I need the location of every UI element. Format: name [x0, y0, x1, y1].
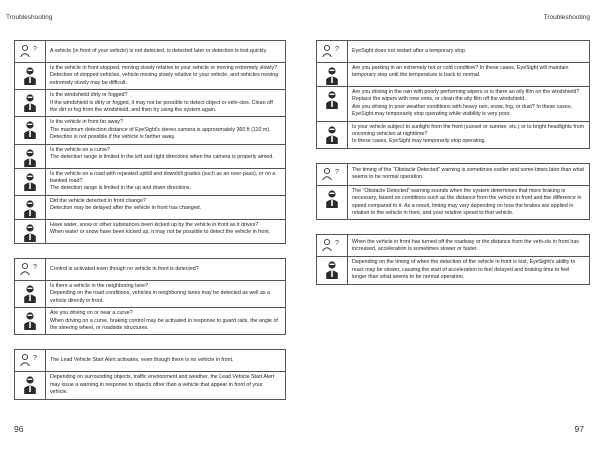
- answer-row: [317, 62, 589, 86]
- right-page-header: Troubleshooting: [543, 14, 590, 21]
- svg-text:?: ?: [33, 355, 37, 363]
- answer-question: Is the vehicle in front far away?: [50, 119, 124, 126]
- answer-text: The detection range is limited in the left and right directions when the camera is properly aimed.: [50, 154, 274, 161]
- answer-question: Is the vehicle on a curve?: [50, 146, 111, 153]
- answer-row: [15, 62, 285, 89]
- answer-question: Did the vehicle detected in front change?: [50, 197, 146, 204]
- answer-icon: [325, 90, 339, 110]
- answer-text: If the windshield is dirty or fogged, it may not be possible to detect object or vehi-cles. Clean off the dirt or fog from the windshield, and then try using the system again.: [50, 99, 273, 114]
- right-page-number: 97: [574, 424, 584, 434]
- answer-question: Have water, snow or other substances been kicked up by the vehicle in front as it drives?: [50, 221, 259, 228]
- answer-text: When water or snow have been kicked up, it may not be possible to detect the vehicle in front.: [50, 229, 271, 236]
- answer-icon: [23, 120, 37, 140]
- svg-text:?: ?: [335, 240, 339, 248]
- answer-row: [15, 168, 285, 195]
- svg-text:?: ?: [335, 168, 339, 176]
- answer-text: Depending on the road conditions, vehicles in neighboring lanes may be detected as well as a vehicle directly in front.: [50, 290, 270, 304]
- answer-icon: [23, 148, 37, 168]
- answer-icon: [325, 189, 339, 209]
- question-row: [317, 41, 589, 62]
- answer-row: [317, 256, 589, 283]
- answer-text: The detection range is limited in the up and down directions.: [50, 185, 192, 192]
- answer-question: Is your vehicle subject to sunlight from the front (sunset or sunrise, etc.) or to bright headlights from oncoming vehicles at nighttime?: [352, 123, 584, 138]
- troubleshooting-block: [316, 40, 590, 149]
- troubleshooting-block: [316, 163, 590, 221]
- answer-row: [15, 219, 285, 243]
- answer-text: Depending on surrounding objects, traffic environment and weather, the Lead Vehicle Start Alert may issue a warning in response to objects other than a vehicle that appear in front of your vehicle.: [50, 374, 275, 396]
- svg-text:?: ?: [33, 46, 37, 53]
- answer-text: Are you driving in poor weather conditions with heavy rain, snow, fog, or dust? In these cases, EyeSight may temporarily stop operating while visibility is very poor.: [352, 103, 572, 118]
- answer-text: Replace the wipers with new ones, or clean the oily film off the windshield.: [352, 96, 526, 103]
- troubleshooting-block: [14, 349, 286, 399]
- answer-icon: [325, 66, 339, 86]
- left-page-number: 96: [14, 424, 24, 434]
- answer-text: Depending on the timing of when the detection of the vehicle in front is lost, EyeSight's ability to react may be slower, causing the start of acceleration to feel delayed and braking time to feel longer than what seems to be normal operation.: [352, 259, 576, 281]
- answer-icon: [23, 311, 37, 331]
- question-icon: [19, 353, 41, 367]
- answer-icon: [23, 93, 37, 113]
- answer-row: [317, 121, 589, 148]
- answer-row: [317, 185, 589, 220]
- question-row: [15, 259, 285, 280]
- answer-text: Are you parking in an extremely hot or cold condition? In these cases, EyeSight will maintain temporary stop until the temperature is back to normal.: [352, 65, 569, 79]
- answer-icon: [23, 223, 37, 243]
- answer-icon: [23, 66, 37, 86]
- right-column: [316, 40, 590, 299]
- answer-text: When driving on a curve, braking control may be activated in response to guard rails, the angle of the steering wheel, or roadside structures.: [50, 317, 278, 331]
- answer-icon: [23, 375, 37, 395]
- answer-icon: [23, 284, 37, 304]
- question-row: [15, 41, 285, 62]
- answer-row: [317, 86, 589, 121]
- answer-row: [15, 195, 285, 219]
- question-text: The timing of the “Obstacle Detected” warning is sometimes earlier and some-times later than what seems to be normal operation.: [352, 166, 584, 181]
- troubleshooting-block: [316, 234, 590, 284]
- answer-text: In these cases, EyeSight may temporarily stop operating.: [352, 138, 486, 145]
- question-icon: [19, 262, 41, 276]
- answer-text: The maximum detection distance of EyeSight's stereo camera is approximately 360 ft (110 m). Detection is not possible if the vehicle is farther away.: [50, 126, 271, 141]
- answer-row: [15, 280, 285, 307]
- question-text: EyeSight does not restart after a temporary stop.: [352, 47, 467, 54]
- svg-text:?: ?: [33, 263, 37, 271]
- answer-text: Detection may be delayed after the vehicle in front has changed.: [50, 205, 202, 212]
- troubleshooting-block: [14, 258, 286, 335]
- question-icon: [321, 167, 343, 181]
- answer-question: Are you driving in the rain with poorly performing wipers or is there an oily film on the windshield?: [352, 89, 580, 95]
- answer-question: Is the windshield dirty or fogged?: [50, 92, 128, 99]
- answer-question: Is the vehicle on a road with repeated uphill and downhill grades (such as an over-pass), or on a banked road?: [50, 170, 276, 185]
- answer-text: The “Obstacle Detected” warning sounds when the system determines that more braking is necessary, based on conditions such as the distance from the vehicle in front and the difference in speed compared to it. As a result, timing may vary depending on how the brakes are applied in relation to the vehicle in front, and your relative speed to that vehicle.: [352, 187, 582, 217]
- question-text: When the vehicle in front has turned off the roadway or the distance from the vehi-cle in front has increased, acceleration is sometimes slower or faster.: [352, 238, 579, 252]
- answer-row: [15, 116, 285, 143]
- answer-row: [15, 371, 285, 398]
- question-text: A vehicle (in front of your vehicle) is not detected, is detected later or detection is lost quickly.: [50, 47, 268, 54]
- answer-question: Is the vehicle in front stopped, moving slowly relative to your vehicle or moving extremely slowly?: [50, 65, 277, 71]
- left-column: [14, 40, 286, 414]
- answer-row: [15, 307, 285, 334]
- question-row: [317, 235, 589, 256]
- question-text: Control is activated even though no vehicle in front is detected?: [50, 265, 199, 272]
- left-page-header: Troubleshooting: [6, 14, 53, 21]
- question-row: [317, 164, 589, 185]
- answer-question: Is there a vehicle in the neighboring lane?: [50, 282, 149, 289]
- answer-icon: [325, 260, 339, 280]
- question-icon: [19, 44, 41, 58]
- question-row: [15, 350, 285, 371]
- question-icon: [321, 44, 343, 58]
- question-text: The Lead Vehicle Start Alert activates, even though there is no vehicle in front.: [50, 357, 234, 364]
- answer-row: [15, 89, 285, 116]
- troubleshooting-block: [14, 40, 286, 244]
- answer-icon: [325, 125, 339, 145]
- answer-row: [15, 144, 285, 168]
- svg-text:?: ?: [335, 46, 339, 53]
- answer-icon: [23, 172, 37, 192]
- answer-text: Detection of stopped vehicles, vehicle moving slowly relative to your vehicle, and vehicles moving extremely slowly may be difficult.: [50, 72, 279, 86]
- question-icon: [321, 238, 343, 252]
- answer-question: Are you driving on or near a curve?: [50, 310, 133, 317]
- answer-icon: [23, 199, 37, 219]
